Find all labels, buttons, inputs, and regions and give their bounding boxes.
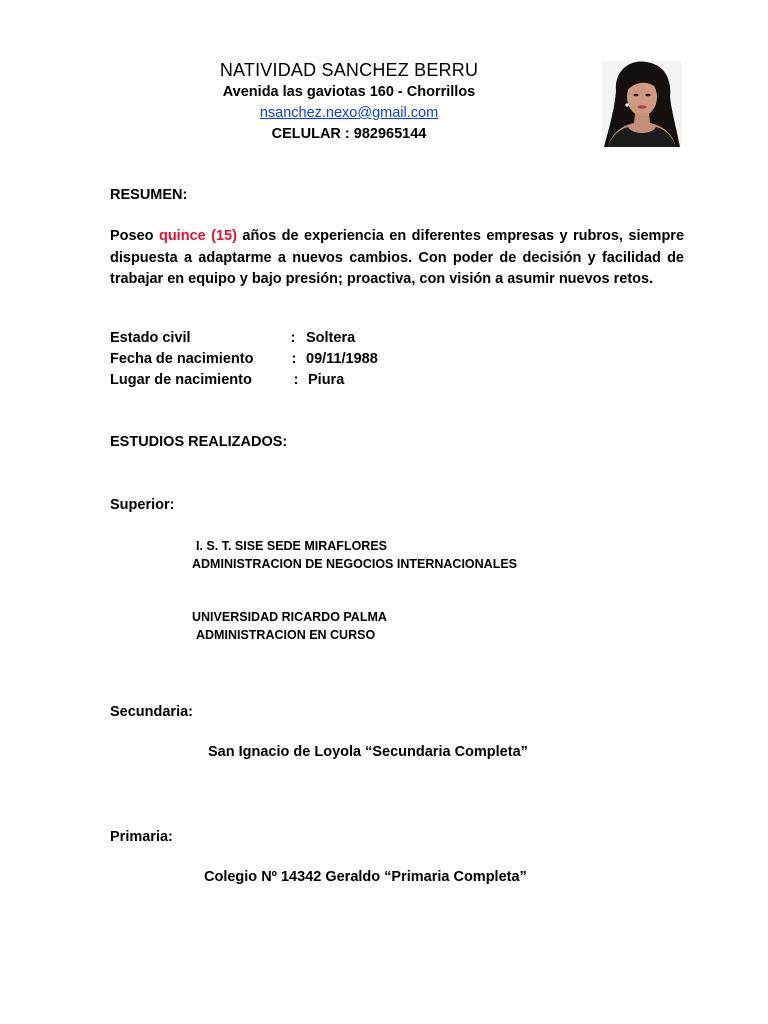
primaria-school: Colegio Nº 14342 Geraldo “Primaria Completa” xyxy=(204,869,527,885)
primaria-heading: Primaria: xyxy=(110,829,173,845)
info-value: 09/11/1988 xyxy=(306,351,378,367)
info-colon: : xyxy=(290,330,296,346)
info-row-civil-status xyxy=(110,330,355,346)
profile-photo-image xyxy=(602,61,682,147)
superior-program-1: ADMINISTRACION DE NEGOCIOS INTERNACIONALES xyxy=(192,557,518,571)
secundaria-school: San Ignacio de Loyola “Secundaria Completa” xyxy=(208,744,528,760)
phone: CELULAR : 982965144 xyxy=(271,126,427,142)
studies-heading: ESTUDIOS REALIZADOS: xyxy=(110,434,288,450)
address: Avenida las gaviotas 160 - Chorrillos xyxy=(222,84,476,100)
superior-program-2: ADMINISTRACION EN CURSO xyxy=(196,628,376,642)
info-label: Estado civil xyxy=(110,330,191,346)
email-link[interactable]: nsanchez.nexo@gmail.com xyxy=(259,105,439,121)
summary-text-after: años de experiencia en diferentes empresas y rubros, siempre dispuesta a adaptarme a nuevos cambios. Con poder de decisión y facilidad de trabajar en equipo y bajo presión; proactiva, con visión a asumir nuevos retos. xyxy=(110,228,685,287)
candidate-name: NATIVIDAD SANCHEZ BERRU xyxy=(219,60,479,80)
summary-heading: RESUMEN: xyxy=(110,187,188,203)
info-value: Piura xyxy=(308,372,345,388)
summary-text xyxy=(110,226,684,291)
profile-photo xyxy=(602,61,682,147)
experience-years-highlight: quince (15) xyxy=(158,228,237,244)
info-row-birth-date xyxy=(110,351,378,367)
superior-school-2: UNIVERSIDAD RICARDO PALMA xyxy=(192,610,387,624)
superior-heading: Superior: xyxy=(110,497,175,513)
info-value: Soltera xyxy=(306,330,356,346)
info-label: Fecha de nacimiento xyxy=(110,351,254,367)
summary-text-before: Poseo xyxy=(110,228,159,244)
info-colon: : xyxy=(293,372,299,388)
email-line xyxy=(0,105,698,121)
info-colon: : xyxy=(291,351,297,367)
info-row-birth-place xyxy=(110,372,344,388)
secundaria-heading: Secundaria: xyxy=(110,704,193,720)
superior-school-1: I. S. T. SISE SEDE MIRAFLORES xyxy=(196,539,388,553)
info-label: Lugar de nacimiento xyxy=(110,372,252,388)
